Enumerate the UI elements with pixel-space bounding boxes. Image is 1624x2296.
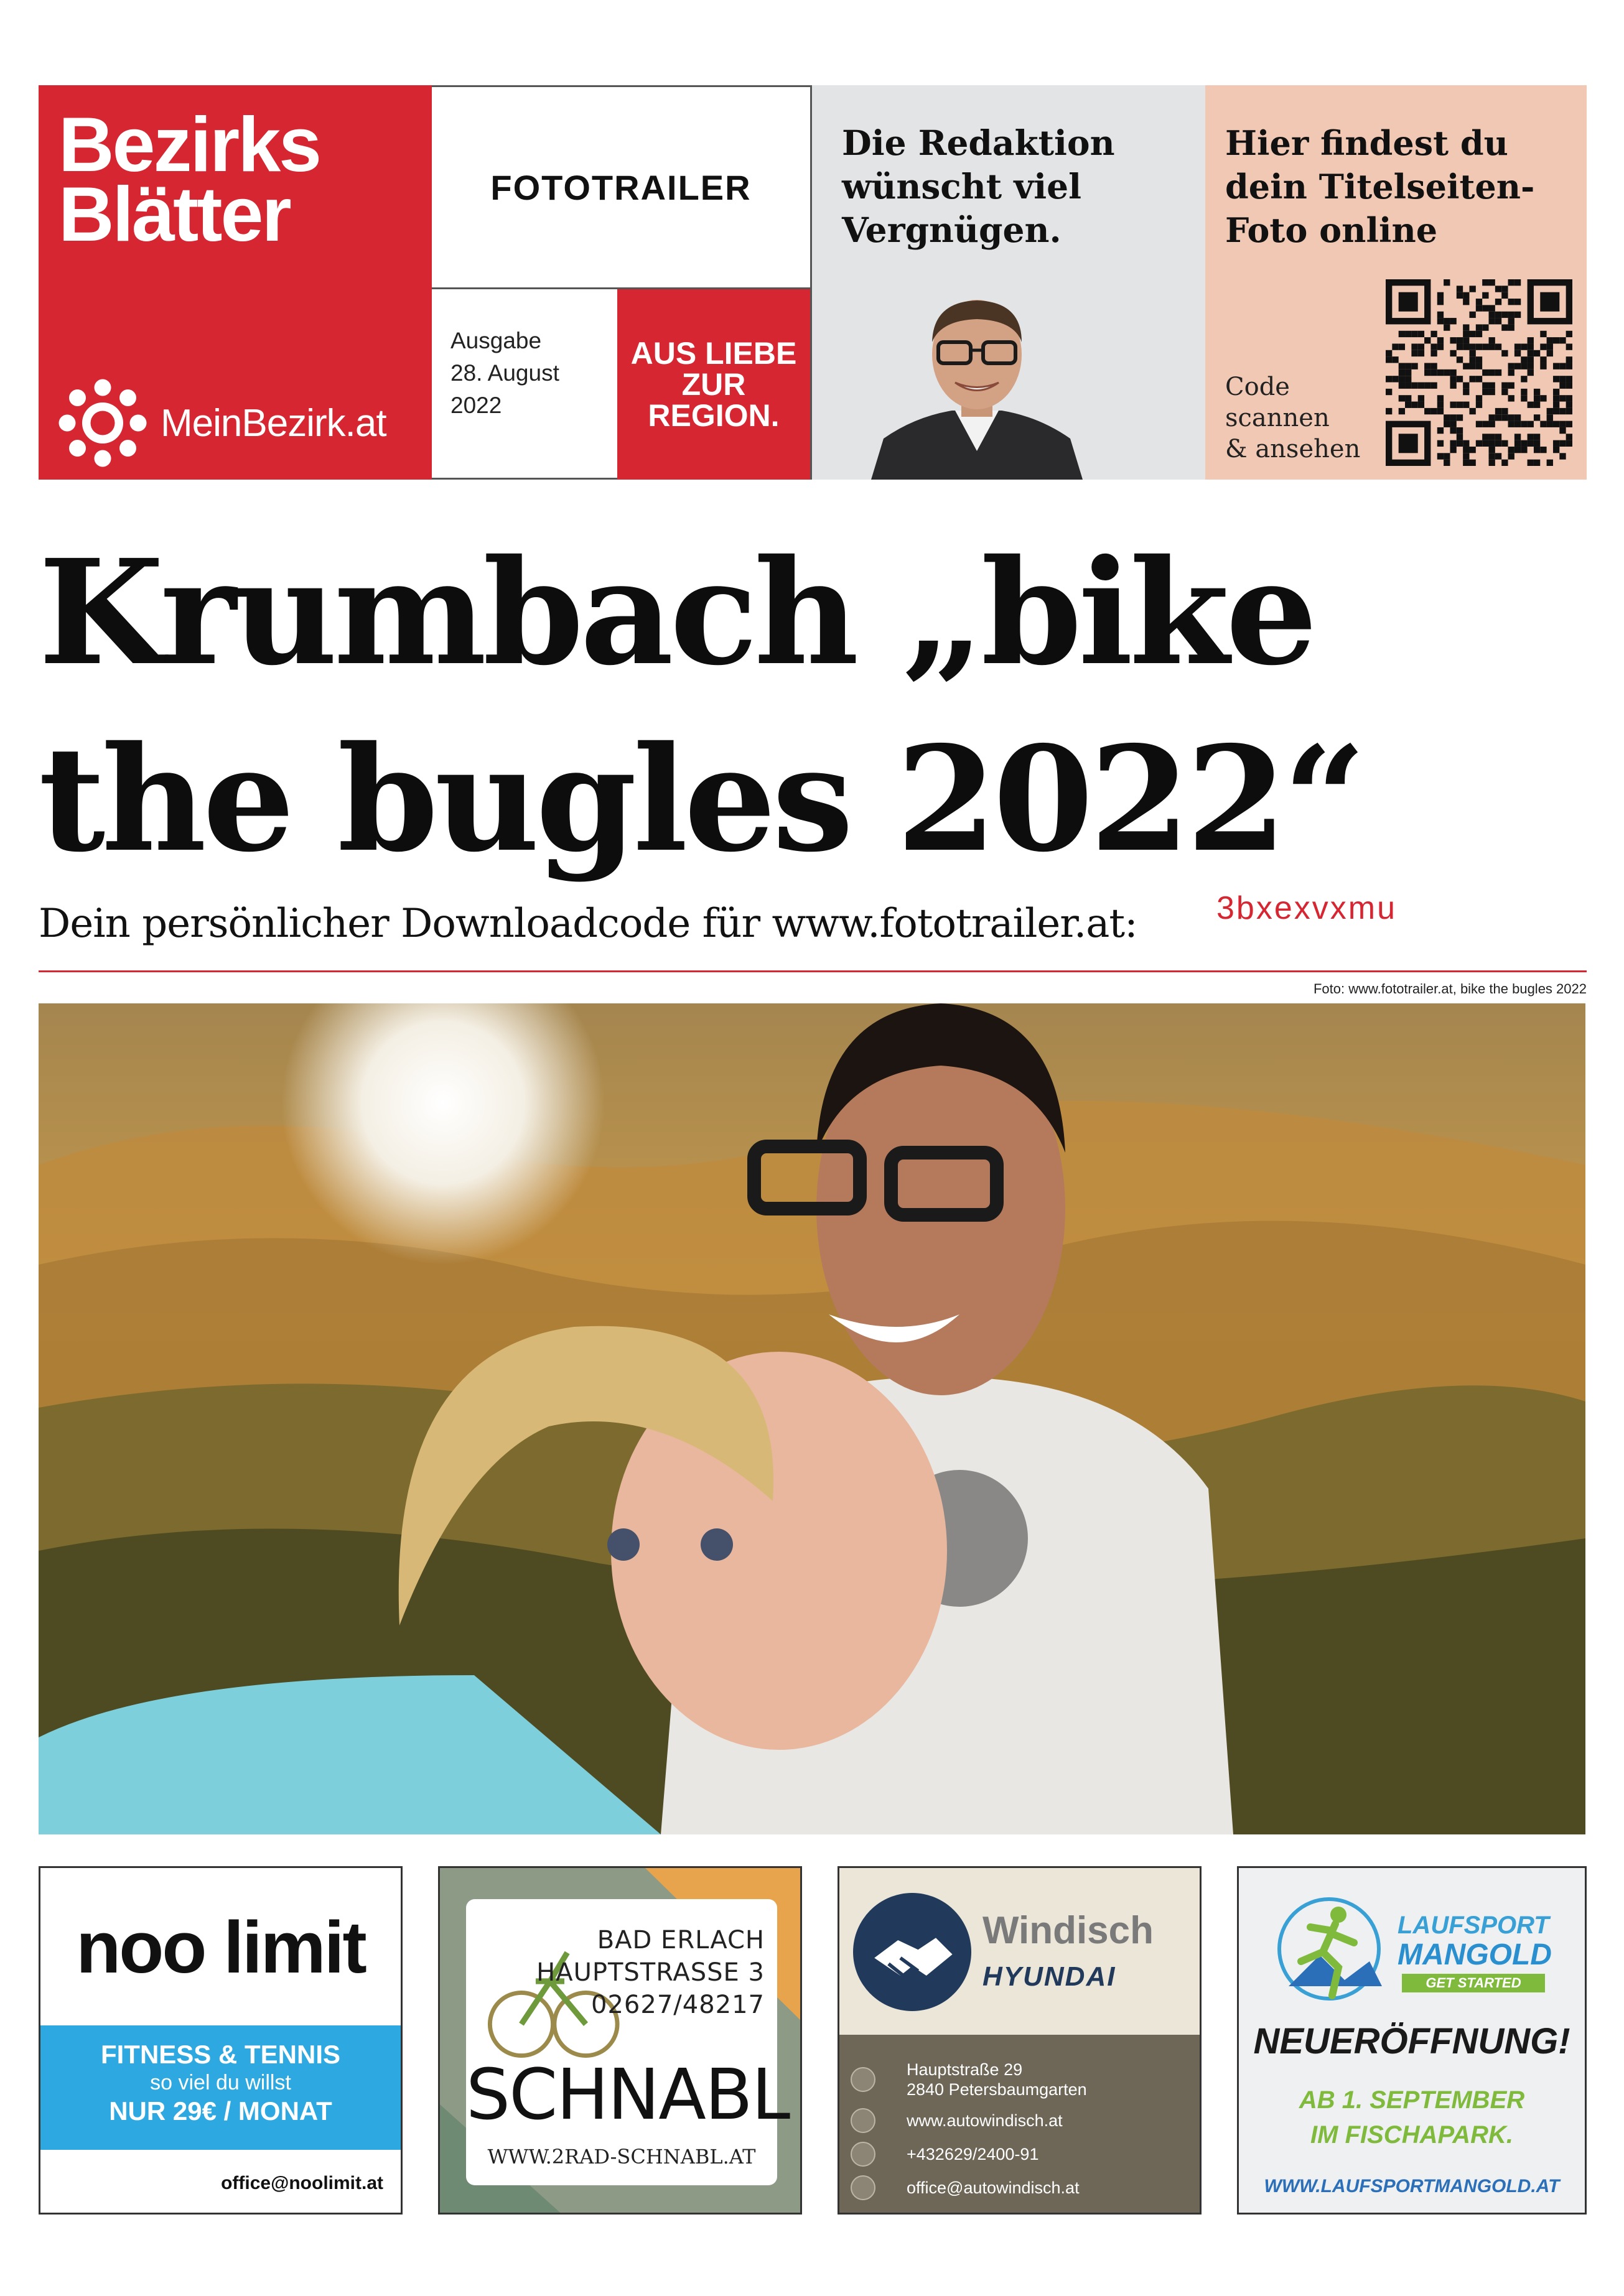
schnabl-url[interactable]: WWW.2RAD-SCHNABL.AT	[487, 2145, 756, 2168]
windisch-brand: Windisch	[982, 1909, 1154, 1952]
issue-date: 28. August	[450, 360, 559, 386]
windisch-address-1: Hauptstraße 29	[907, 2060, 1023, 2079]
schnabl-card	[466, 1899, 790, 2185]
issue-block	[432, 85, 812, 480]
headline	[39, 519, 1582, 893]
phone-icon	[851, 2142, 875, 2167]
runner-icon	[1264, 1893, 1394, 2005]
qr-code-icon[interactable]	[1386, 279, 1572, 466]
hyundai-logo: HYUNDAI	[982, 1961, 1116, 1992]
qr-block	[1205, 85, 1587, 480]
masthead	[39, 85, 1587, 480]
windisch-address-row	[851, 2060, 1087, 2099]
location-pin-icon	[851, 2067, 875, 2092]
windisch-address-2: 2840 Petersbaumgarten	[907, 2080, 1087, 2099]
windisch-phone[interactable]: +432629/2400-91	[907, 2145, 1039, 2164]
mangold-date-2: IM FISCHAPARK.	[1310, 2121, 1513, 2149]
envelope-icon	[851, 2175, 875, 2200]
qr-hint-3: & ansehen	[1225, 435, 1361, 463]
ad-windisch[interactable]	[838, 1866, 1202, 2215]
qr-hint-1: Code	[1225, 373, 1290, 401]
issue-year: 2022	[450, 393, 502, 418]
mangold-url[interactable]: WWW.LAUFSPORTMANGOLD.AT	[1264, 2176, 1560, 2196]
qr-hint	[1225, 371, 1360, 465]
noolimit-line-1: FITNESS & TENNIS	[100, 2040, 341, 2069]
mangold-headline: NEUERÖFFNUNG!	[1253, 2021, 1570, 2061]
mangold-brand-1: LAUFSPORT	[1398, 1912, 1549, 1939]
section-label-box	[432, 87, 810, 289]
brand-title	[58, 102, 320, 258]
schnabl-line-1: BAD ERLACH	[597, 1926, 765, 1954]
editor-block	[812, 85, 1205, 480]
photo-credit: Foto: www.fototrailer.at, bike the bugles 2022	[1313, 981, 1587, 997]
qr-line-3: Foto online	[1225, 210, 1438, 250]
noolimit-line-3: NUR 29€ / MONAT	[109, 2096, 332, 2126]
windisch-phone-row[interactable]	[851, 2142, 1038, 2167]
headline-line-1: Krumbach „bike	[39, 528, 1314, 697]
windisch-email[interactable]: office@autowindisch.at	[907, 2178, 1080, 2197]
slogan-box	[617, 289, 810, 480]
main-photo	[39, 1003, 1585, 1834]
windisch-email-row[interactable]	[851, 2175, 1080, 2200]
windisch-web[interactable]: www.autowindisch.at	[907, 2111, 1063, 2130]
mangold-tagline: GET STARTED	[1402, 1974, 1545, 1992]
issue-info	[450, 325, 559, 422]
windisch-contacts	[839, 2035, 1200, 2215]
qr-line-1: Hier findest du	[1225, 123, 1508, 163]
slogan-line-1: AUS LIEBE	[630, 336, 797, 371]
download-code[interactable]: 3bxexvxmu	[1216, 890, 1397, 926]
mangold-date	[1239, 2083, 1585, 2152]
noolimit-offer	[40, 2025, 401, 2150]
editor-line-3: Vergnügen.	[842, 210, 1062, 250]
brand-block	[39, 85, 432, 480]
handshake-icon	[853, 1893, 971, 2011]
ad-noolimit[interactable]	[39, 1866, 403, 2215]
schnabl-address	[536, 1924, 765, 2021]
globe-icon	[851, 2108, 875, 2133]
qr-message	[1225, 121, 1534, 252]
brand-site-link[interactable]: MeinBezirk.at	[161, 401, 386, 445]
headline-line-2: the bugles 2022“	[39, 714, 1363, 884]
photo-illustration	[39, 1003, 1585, 1834]
divider-rule	[39, 970, 1587, 972]
section-label: FOTOTRAILER	[490, 167, 752, 207]
windisch-header	[839, 1868, 1200, 2035]
sun-logo-icon	[56, 376, 149, 470]
brand-line-1: Bezirks	[58, 102, 320, 188]
meinbezirk-logo[interactable]	[56, 376, 386, 470]
noolimit-logo: noo limit	[76, 1907, 365, 1989]
slogan-line-3: REGION.	[648, 398, 780, 433]
qr-hint-2: scannen	[1225, 404, 1330, 432]
schnabl-name: SCHNABL	[466, 2055, 790, 2136]
editor-line-2: wünscht viel	[842, 166, 1082, 207]
editor-portrait	[859, 283, 1095, 480]
editor-line-1: Die Redaktion	[842, 123, 1115, 163]
slogan-line-2: ZUR	[681, 367, 746, 402]
qr-line-2: dein Titelseiten-	[1225, 167, 1535, 207]
noolimit-email[interactable]: office@noolimit.at	[221, 2173, 383, 2193]
noolimit-line-2: so viel du willst	[150, 2071, 291, 2094]
mangold-brand-2: MANGOLD	[1398, 1938, 1552, 1971]
schnabl-line-2: HAUPTSTRASSE 3	[536, 1958, 765, 1987]
editor-message	[842, 121, 1115, 252]
ad-schnabl[interactable]	[438, 1866, 802, 2215]
brand-line-2: Blätter	[58, 172, 290, 258]
issue-label: Ausgabe	[450, 328, 542, 353]
windisch-web-row[interactable]	[851, 2108, 1063, 2133]
mangold-date-1: AB 1. SEPTEMBER	[1299, 2086, 1525, 2114]
schnabl-phone: 02627/48217	[591, 1991, 765, 2019]
ad-mangold[interactable]	[1237, 1866, 1587, 2215]
download-label: Dein persönlicher Downloadcode für www.fototrailer.at:	[39, 901, 1137, 947]
